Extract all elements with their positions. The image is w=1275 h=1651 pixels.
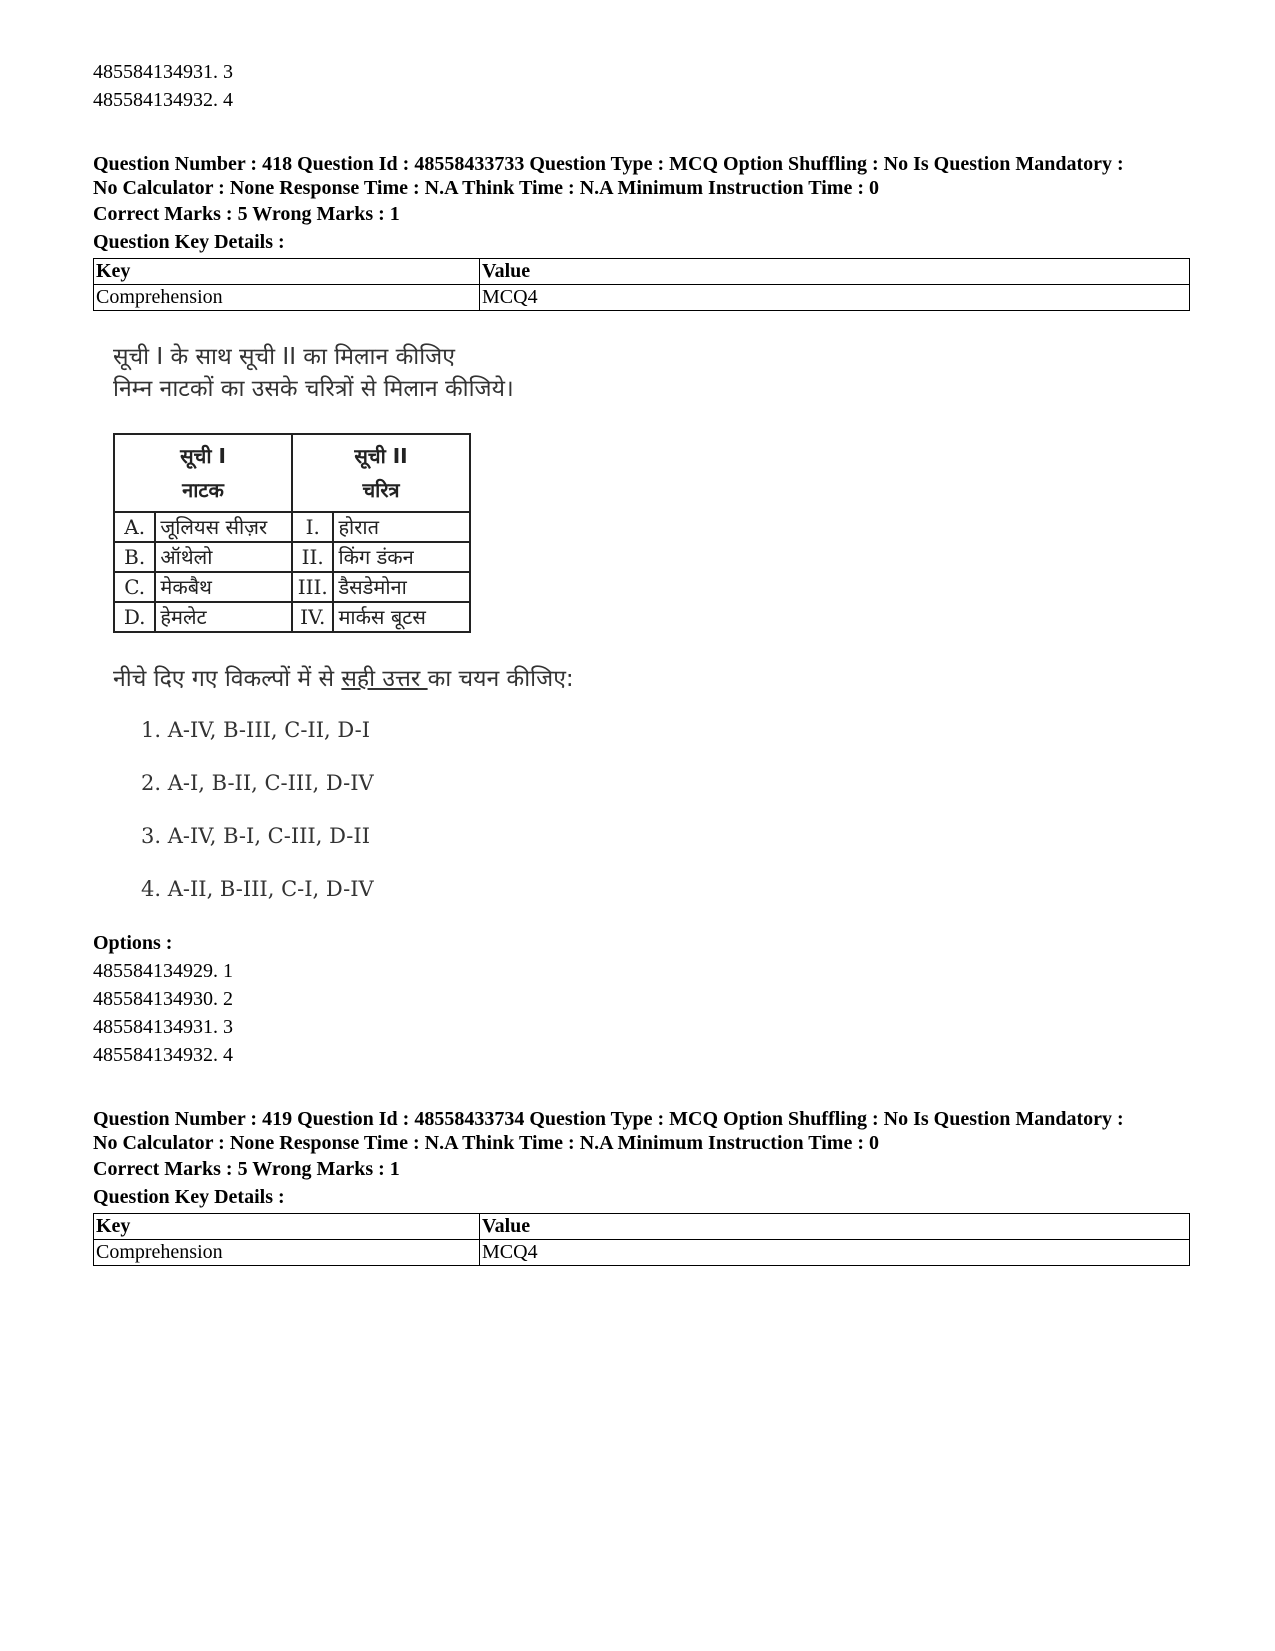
list1-label: D. [114,602,155,632]
list1-value: ऑथेलो [155,542,292,572]
list1-value: हेमलेट [155,602,292,632]
question-header-line1: Question Number : 419 Question Id : 48558433734 Question Type : MCQ Option Shuffling : No Is Question Mandatory : [93,1108,1124,1130]
option-line: 485584134930. 2 [93,988,233,1010]
list2-value: होरात [333,512,470,542]
options-label: Options : [93,932,173,954]
table-row [94,285,1190,311]
instruction-underlined: सही उत्तर [341,666,428,692]
list1-label: A. [114,512,155,542]
marks-line: Correct Marks : 5 Wrong Marks : 1 [93,203,400,225]
list2-value: किंग डंकन [333,542,470,572]
choice-item: 3. A-IV, B-I, C-III, D-II [141,824,370,848]
table-header-key: Key [94,259,480,285]
document-page [93,58,1193,1266]
list2-title: सूची II [354,444,408,468]
choice-item: 2. A-I, B-II, C-III, D-IV [141,771,374,795]
instruction-pre: नीचे दिए गए विकल्पों में से [113,666,342,692]
choice-item: 1. A-IV, B-III, C-II, D-I [141,718,370,742]
list2-label: II. [292,542,333,572]
list1-value: जूलियस सीज़र [155,512,292,542]
answer-choices [141,717,1193,902]
question-419 [93,1107,1193,1266]
instruction-post: का चयन कीजिए: [427,666,574,692]
table-row [114,434,470,512]
question-header-line2: No Calculator : None Response Time : N.A Think Time : N.A Minimum Instruction Time : 0 [93,1132,879,1154]
table-header-key: Key [94,1214,480,1240]
key-details-label: Question Key Details : [93,231,285,253]
list2-header [292,434,470,512]
key-details-label: Question Key Details : [93,1186,285,1208]
table-row [114,572,470,602]
list2-label: III. [292,572,333,602]
table-cell-key: Comprehension [94,1240,480,1266]
table-header-value: Value [480,1214,1190,1240]
key-details-table [93,258,1190,311]
table-row [114,602,470,632]
question-instruction [113,663,1193,695]
question-header-line2: No Calculator : None Response Time : N.A Think Time : N.A Minimum Instruction Time : 0 [93,177,879,199]
question-body [113,341,1193,902]
option-line: 485584134931. 3 [93,61,233,83]
option-line: 485584134932. 4 [93,89,233,111]
table-row [94,1240,1190,1266]
question-line1: सूची I के साथ सूची II का मिलान कीजिए [113,344,455,370]
table-cell-value: MCQ4 [480,1240,1190,1266]
list1-subtitle: नाटक [182,478,224,502]
match-table [113,433,471,633]
list1-label: C. [114,572,155,602]
question-header-line1: Question Number : 418 Question Id : 48558433733 Question Type : MCQ Option Shuffling : No Is Question Mandatory : [93,153,1124,175]
table-row [94,1214,1190,1240]
table-row [94,259,1190,285]
choice-item: 4. A-II, B-III, C-I, D-IV [141,877,374,901]
table-cell-value: MCQ4 [480,285,1190,311]
table-header-value: Value [480,259,1190,285]
question-418 [93,152,1193,1069]
table-row [114,512,470,542]
question-line2: निम्न नाटकों का उसके चरित्रों से मिलान कीजिये। [113,376,514,402]
table-cell-key: Comprehension [94,285,480,311]
option-line: 485584134932. 4 [93,1044,233,1066]
list2-label: I. [292,512,333,542]
list1-header [114,434,292,512]
list2-label: IV. [292,602,333,632]
option-line: 485584134929. 1 [93,960,233,982]
list2-value: डैसडेमोना [333,572,470,602]
option-line: 485584134931. 3 [93,1016,233,1038]
list2-value: मार्कस बूटस [333,602,470,632]
list2-subtitle: चरित्र [362,478,400,502]
list1-title: सूची I [180,444,226,468]
list1-label: B. [114,542,155,572]
table-row [114,542,470,572]
key-details-table [93,1213,1190,1266]
marks-line: Correct Marks : 5 Wrong Marks : 1 [93,1158,400,1180]
list1-value: मेकबैथ [155,572,292,602]
